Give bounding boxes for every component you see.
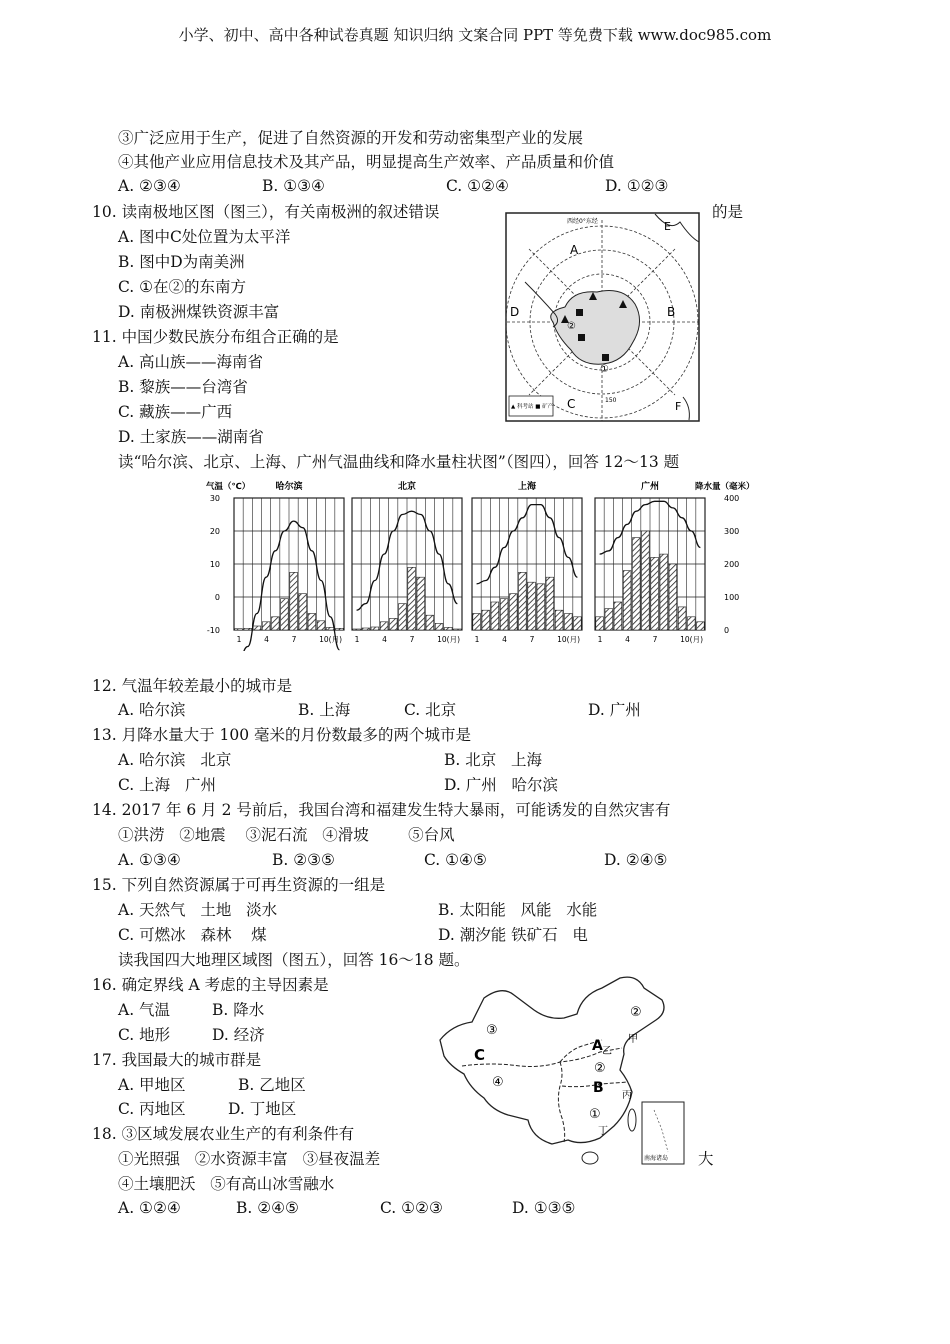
- precip-bar: [651, 557, 659, 630]
- precip-bar: [633, 538, 641, 630]
- x-tick: 4: [382, 635, 387, 644]
- region-2b-label: ②: [594, 1061, 606, 1076]
- precip-bar: [510, 594, 518, 630]
- q14-choice-a: A. ①③④: [118, 851, 181, 869]
- q16-choice-c: C. 地形: [118, 1026, 171, 1044]
- precip-bar: [519, 572, 527, 630]
- precip-bar: [660, 554, 668, 630]
- x-tick: 7: [529, 635, 535, 644]
- panel-title: 哈尔滨: [275, 482, 303, 492]
- precip-bar: [546, 577, 554, 630]
- panel-title: 广州: [640, 482, 660, 492]
- q14-items: ①洪涝 ②地震 ③泥石流 ④滑坡 ⑤台风: [118, 826, 455, 844]
- panel-title: 北京: [397, 482, 417, 492]
- bing-label: 丙: [622, 1090, 632, 1101]
- map-legend: ▲ 科考站 ■ 矿产: [511, 404, 554, 410]
- q17-stem: 17. 我国最大的城市群是: [92, 1051, 262, 1069]
- q12-stem: 12. 气温年较差最小的城市是: [92, 677, 293, 695]
- precip-bar: [327, 627, 335, 630]
- y-right-label: 降水量（毫米）: [695, 482, 755, 492]
- jia-label: 甲: [628, 1034, 638, 1045]
- label-point-2: ②: [567, 321, 576, 332]
- q11-stem: 11. 中国少数民族分布组合正确的是: [92, 328, 339, 346]
- precip-bar: [669, 564, 677, 630]
- q10-stem-end: 的是: [712, 203, 744, 221]
- q18-stem: 18. ③区域发展农业生产的有利条件有: [92, 1125, 355, 1143]
- q12-choice-d: D. 广州: [588, 701, 641, 719]
- precip-bar: [353, 629, 361, 630]
- precip-bar: [678, 607, 686, 630]
- q16-choice-d: D. 经济: [212, 1026, 265, 1044]
- label-A: A: [570, 243, 579, 257]
- x-tick: 10(月): [680, 635, 704, 644]
- precip-bar: [435, 623, 443, 630]
- precip-bar: [642, 531, 650, 630]
- q10-stem: 10. 读南极地区图（图三），有关南极洲的叙述错误: [92, 203, 440, 221]
- q15-choice-b: B. 太阳能 风能 水能: [438, 901, 598, 919]
- q11-choice-c: C. 藏族——广西: [118, 403, 233, 421]
- q13-choice-d: D. 广州 哈尔滨: [444, 776, 559, 794]
- q9-choice-d: D. ①②③: [605, 177, 669, 195]
- q10-choice-d: D. 南极洲煤铁资源丰富: [118, 303, 280, 321]
- x-tick: 1: [236, 635, 242, 644]
- precip-bar: [482, 610, 490, 630]
- q18-items-1: ①光照强 ②水资源丰富 ③昼夜温差: [118, 1150, 381, 1168]
- q17-choice-a: A. 甲地区: [118, 1076, 186, 1094]
- label-C: C: [567, 397, 576, 411]
- precip-bar: [408, 567, 416, 630]
- precip-bar: [473, 614, 481, 631]
- precip-bar: [688, 617, 696, 630]
- q11-choice-a: A. 高山族——海南省: [118, 353, 264, 371]
- y-left-tick: 20: [209, 527, 220, 536]
- precip-bar: [317, 621, 325, 630]
- page-header: 小学、初中、高中各种试卷真题 知识归纳 文案合同 PPT 等免费下载 www.doc985.com: [178, 26, 772, 44]
- precip-bar: [235, 629, 243, 630]
- precip-bar: [596, 617, 604, 630]
- precip-bar: [574, 617, 582, 630]
- x-tick: 1: [474, 635, 480, 644]
- x-tick: 7: [652, 635, 658, 644]
- x-tick: 4: [264, 635, 269, 644]
- climate-panel: [595, 480, 705, 644]
- q9-choice-c: C. ①②④: [446, 177, 509, 195]
- y-left-tick: 30: [209, 494, 220, 503]
- y-left-label: 气温（℃）: [206, 482, 251, 492]
- y-right-tick: 300: [724, 527, 740, 536]
- q16-choice-a: A. 气温: [118, 1001, 171, 1019]
- q18-items-2: ④土壤肥沃 ⑤有高山冰雪融水: [118, 1175, 335, 1193]
- precip-bar: [454, 629, 462, 630]
- q18-choice-d: D. ①③⑤: [512, 1199, 576, 1217]
- q11-choice-b: B. 黎族——台湾省: [118, 378, 248, 396]
- q9-option-3: ③广泛应用于生产，促进了自然资源的开发和劳动密集型产业的发展: [118, 129, 584, 147]
- q9-choice-a: A. ②③④: [118, 177, 181, 195]
- precip-bar: [299, 594, 307, 630]
- q17-choice-b: B. 乙地区: [238, 1076, 306, 1094]
- lon-label: 150: [605, 397, 617, 404]
- x-tick: 7: [291, 635, 297, 644]
- q16-choice-b: B. 降水: [212, 1001, 265, 1019]
- precip-bar: [272, 617, 280, 630]
- q13-choice-a: A. 哈尔滨 北京: [118, 751, 232, 769]
- x-tick: 10(月): [557, 635, 581, 644]
- q13-choice-b: B. 北京 上海: [444, 751, 543, 769]
- q15-choice-d: D. 潮汐能 铁矿石 电: [438, 926, 588, 944]
- precip-bar: [244, 628, 252, 630]
- x-tick: 1: [354, 635, 360, 644]
- fig5-intro: 读我国四大地理区域图（图五），回答 16～18 题。: [118, 951, 470, 969]
- inset-caption: 南海诸岛: [644, 1155, 669, 1162]
- q15-choice-a: A. 天然气 土地 淡水: [118, 901, 278, 919]
- q17-choice-d: D. 丁地区: [228, 1100, 297, 1118]
- region-4-label: ④: [492, 1075, 504, 1090]
- precip-bar: [308, 614, 316, 631]
- x-tick: 1: [597, 635, 603, 644]
- y-left-tick: 0: [214, 593, 220, 602]
- q10-choice-c: C. ①在②的东南方: [118, 278, 247, 296]
- precip-bar: [390, 618, 398, 630]
- precip-bar: [491, 602, 499, 630]
- precip-bar: [426, 615, 434, 630]
- y-right-tick: 0: [724, 626, 730, 635]
- precip-bar: [445, 627, 453, 630]
- precip-bar: [623, 571, 631, 630]
- q15-stem: 15. 下列自然资源属于可再生资源的一组是: [92, 876, 386, 894]
- y-right-tick: 400: [724, 494, 740, 503]
- q16-stem: 16. 确定界线 A 考虑的主导因素是: [92, 976, 329, 994]
- q11-choice-d: D. 土家族——湖南省: [118, 428, 264, 446]
- antarctic-map-figure: [505, 212, 700, 422]
- q13-stem: 13. 月降水量大于 100 毫米的月份数最多的两个城市是: [92, 726, 472, 744]
- q14-choice-c: C. ①④⑤: [424, 851, 487, 869]
- x-tick: 7: [409, 635, 415, 644]
- region-1-label: ①: [589, 1107, 601, 1122]
- label-A: A: [592, 1038, 603, 1054]
- y-right-tick: 200: [724, 560, 740, 569]
- q9-choice-b: B. ①③④: [262, 177, 325, 195]
- map-top-caption: 西经0°东经: [567, 218, 598, 225]
- q12-choice-c: C. 北京: [404, 701, 457, 719]
- q18-items-1-end: 大: [698, 1150, 714, 1168]
- x-tick: 10(月): [319, 635, 343, 644]
- precip-bar: [290, 572, 298, 630]
- precip-bar: [281, 599, 289, 630]
- q12-choice-a: A. 哈尔滨: [118, 701, 186, 719]
- precip-bar: [371, 627, 379, 630]
- q13-choice-c: C. 上海 广州: [118, 776, 216, 794]
- q10-choice-a: A. 图中C处位置为太平洋: [118, 228, 291, 246]
- ding-label: 丁: [598, 1126, 608, 1137]
- precip-bar: [555, 610, 563, 630]
- china-regions-map-figure: [432, 970, 694, 1172]
- precip-bar: [697, 622, 705, 630]
- precip-bar: [565, 614, 573, 631]
- q10-choice-b: B. 图中D为南美洲: [118, 253, 245, 271]
- label-D: D: [510, 305, 520, 319]
- yi-label: 乙: [602, 1046, 612, 1057]
- q14-choice-b: B. ②③⑤: [272, 851, 335, 869]
- region-3-label: ③: [486, 1023, 498, 1038]
- y-left-tick: 10: [209, 560, 220, 569]
- label-point-1: ①: [600, 364, 609, 375]
- label-C: C: [474, 1046, 486, 1064]
- precip-bar: [262, 622, 270, 630]
- precip-bar: [362, 628, 370, 630]
- precip-bar: [253, 626, 261, 630]
- label-B: B: [593, 1080, 604, 1096]
- y-left-tick: -10: [206, 626, 220, 635]
- mineral-marker: [602, 354, 609, 361]
- region-2-label: ②: [630, 1005, 642, 1020]
- precip-bar: [605, 609, 613, 630]
- precip-bar: [537, 584, 545, 630]
- q18-choice-a: A. ①②④: [118, 1199, 181, 1217]
- precip-bar: [528, 582, 536, 630]
- fig4-intro: 读“哈尔滨、北京、上海、广州气温曲线和降水量柱状图”（图四），回答 12～13 题: [118, 453, 680, 471]
- q12-choice-b: B. 上海: [298, 701, 351, 719]
- q14-choice-d: D. ②④⑤: [604, 851, 668, 869]
- q9-option-4: ④其他产业应用信息技术及其产品，明显提高生产效率、产品质量和价值: [118, 153, 615, 171]
- y-right-tick: 100: [724, 593, 740, 602]
- x-tick: 4: [625, 635, 630, 644]
- mineral-marker: [576, 309, 583, 316]
- panel-title: 上海: [517, 482, 537, 492]
- x-tick: 4: [502, 635, 507, 644]
- q18-choice-c: C. ①②③: [380, 1199, 443, 1217]
- precip-bar: [380, 622, 388, 630]
- label-B: B: [667, 305, 676, 319]
- precip-bar: [417, 577, 425, 630]
- label-E: E: [664, 220, 671, 233]
- precip-bar: [336, 628, 344, 630]
- precip-bar: [399, 604, 407, 630]
- q18-choice-b: B. ②④⑤: [236, 1199, 299, 1217]
- x-tick: 10(月): [437, 635, 461, 644]
- label-F: F: [675, 400, 682, 413]
- precip-bar: [614, 602, 622, 630]
- climate-panel: [472, 480, 582, 644]
- climate-charts-figure: [198, 476, 758, 651]
- q14-stem: 14. 2017 年 6 月 2 号前后，我国台湾和福建发生特大暴雨，可能诱发的自然灾害有: [92, 801, 671, 819]
- q15-choice-c: C. 可燃冰 森林 煤: [118, 926, 267, 944]
- precip-bar: [500, 599, 508, 630]
- mineral-marker: [578, 334, 585, 341]
- climate-panel: [234, 480, 344, 651]
- q17-choice-c: C. 丙地区: [118, 1100, 186, 1118]
- climate-panel: [352, 480, 462, 644]
